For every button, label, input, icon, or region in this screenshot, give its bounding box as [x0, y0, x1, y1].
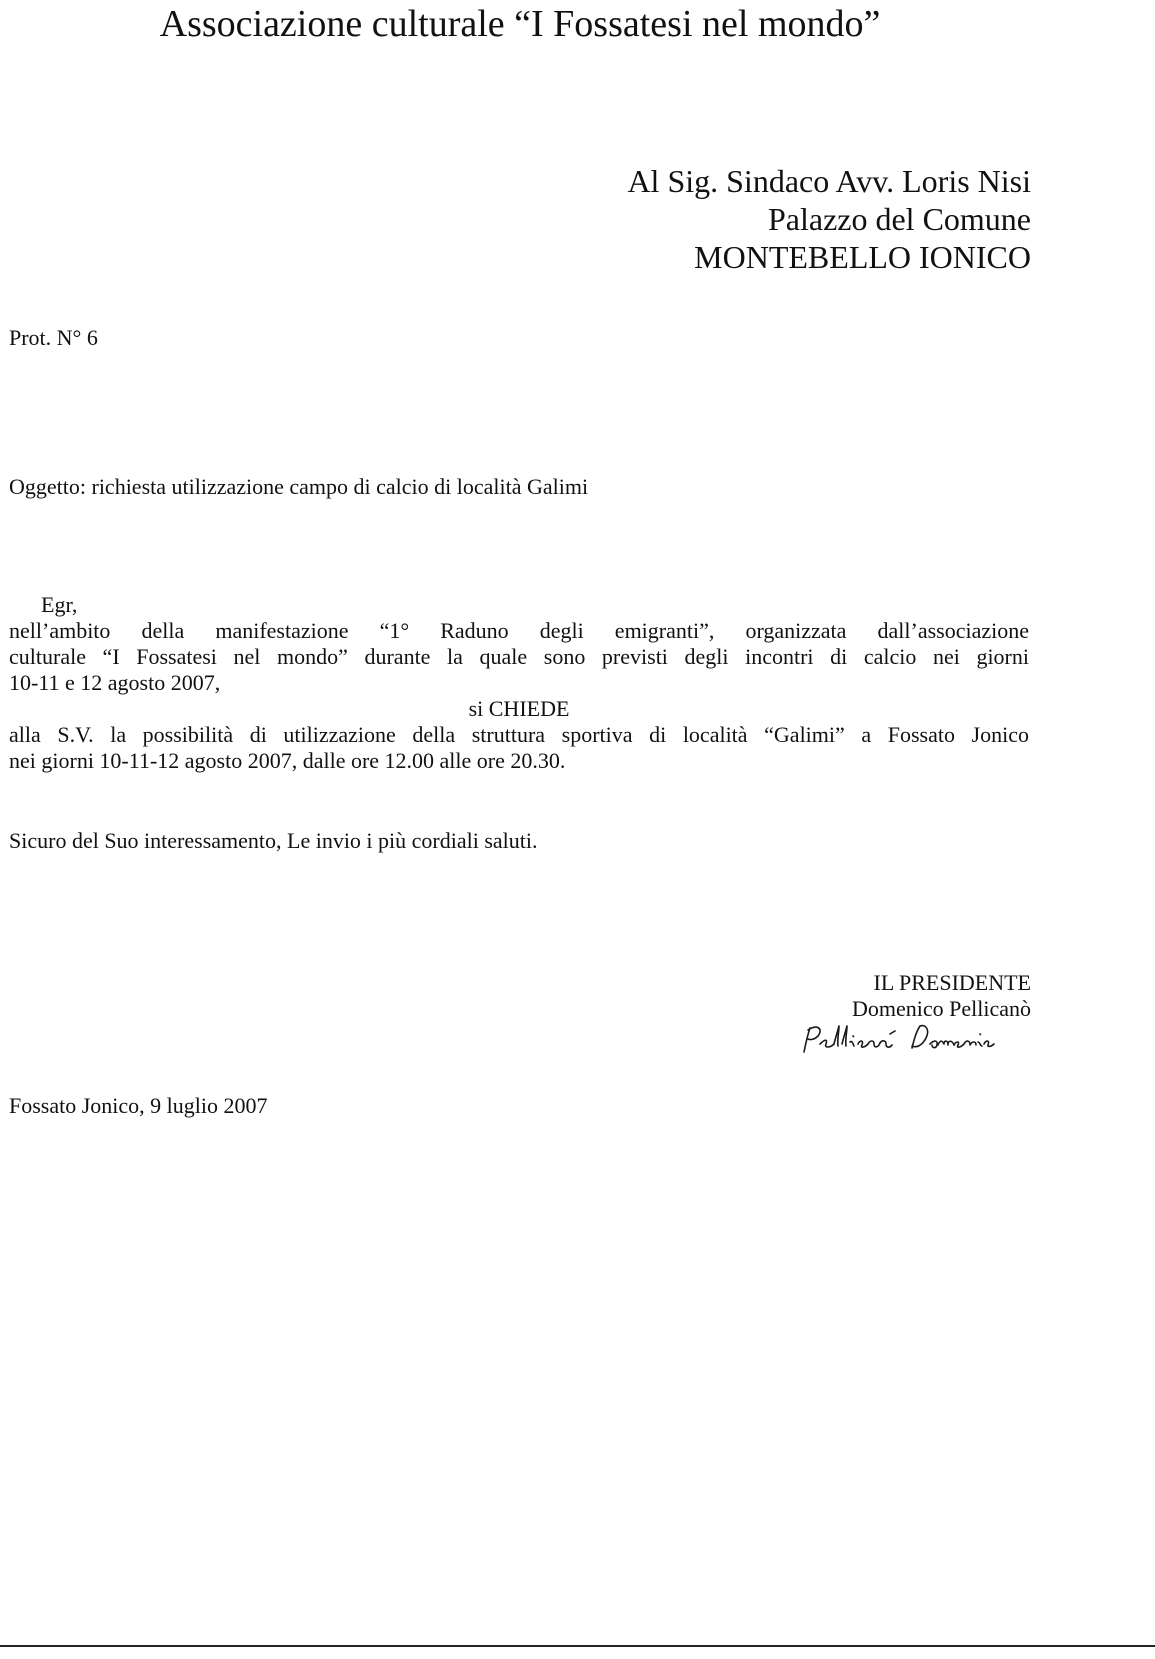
recipient-line-city: MONTEBELLO IONICO	[694, 239, 1031, 275]
protocol-number: Prot. N° 6	[9, 325, 98, 350]
body-paragraph-line: culturale “I Fossatesi nel mondo” durante la quale sono previsti degli incontri di calcio nei giorni	[9, 644, 1029, 669]
salutation: Egr,	[41, 592, 78, 617]
request-heading: si CHIEDE	[468, 696, 570, 721]
signer-role: IL PRESIDENTE	[873, 970, 1031, 995]
recipient-address	[627, 162, 1031, 276]
signature-block	[852, 970, 1031, 1022]
body-paragraph-line: nell’ambito della manifestazione “1° Raduno degli emigranti”, organizzata dall’associazione	[9, 618, 1029, 643]
handwritten-signature	[798, 1018, 998, 1078]
place-and-date: Fossato Jonico, 9 luglio 2007	[9, 1093, 268, 1118]
closing-line: Sicuro del Suo interessamento, Le invio i più cordiali saluti.	[9, 828, 538, 853]
letterhead-title: Associazione culturale “I Fossatesi nel mondo”	[159, 3, 881, 45]
subject-line: Oggetto: richiesta utilizzazione campo di calcio di località Galimi	[9, 474, 589, 499]
letter-body	[9, 592, 1029, 774]
body-paragraph-line: 10-11 e 12 agosto 2007,	[9, 670, 221, 695]
recipient-line-building: Palazzo del Comune	[767, 201, 1031, 237]
body-paragraph-line: alla S.V. la possibilità di utilizzazione della struttura sportiva di località “Galimi” a Fossato Jonico	[9, 722, 1029, 747]
bottom-divider	[0, 1645, 1155, 1647]
body-paragraph-line: nei giorni 10-11-12 agosto 2007, dalle ore 12.00 alle ore 20.30.	[9, 748, 566, 773]
recipient-line-name: Al Sig. Sindaco Avv. Loris Nisi	[627, 163, 1031, 199]
signer-name: Domenico Pellicanò	[851, 996, 1031, 1021]
